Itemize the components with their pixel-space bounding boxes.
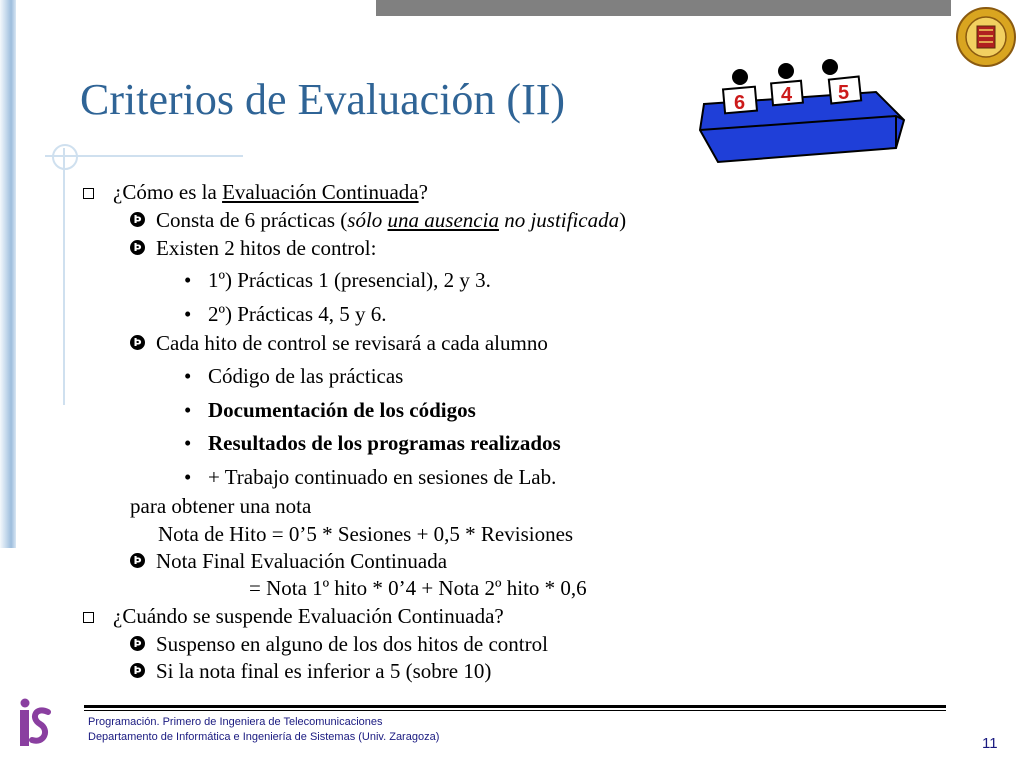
sub-bullet-codigo: • Código de las prácticas: [184, 364, 404, 388]
sub-bullet-hito-1: • 1º) Prácticas 1 (presencial), 2 y 3.: [184, 268, 491, 292]
answer-item-revision: Þ Cada hito de control se revisará a cada alumno: [156, 331, 548, 355]
answer-item-hitos: Þ Existen 2 hitos de control:: [156, 236, 376, 260]
footer-divider-thin: [84, 710, 946, 711]
answer-item-nota-inferior: Þ Si la nota final es inferior a 5 (sobre 10): [156, 659, 491, 683]
footer-course-text: Programación. Primero de Ingeniera de Telecomunicaciones: [88, 716, 383, 728]
question-item-2: ¿Cuándo se suspende Evaluación Continuada?: [113, 604, 504, 628]
formula-nota-hito: Nota de Hito = 0’5 * Sesiones + 0,5 * Revisiones: [158, 522, 574, 546]
left-decorative-bar: [0, 0, 16, 548]
answer-item-practicas: Þ Consta de 6 prácticas (sólo una ausencia no justificada): [156, 208, 626, 232]
continuation-text: para obtener una nota: [130, 494, 312, 518]
judges-clipart: [696, 56, 908, 164]
sub-bullet-hito-2: • 2º) Prácticas 4, 5 y 6.: [184, 302, 387, 326]
score-card-3: 5: [838, 82, 850, 104]
question-item-1: ¿Cómo es la Evaluación Continuada?: [113, 180, 428, 204]
arrow-bullet-icon: Þ: [130, 240, 145, 255]
footer-department-text: Departamento de Informática e Ingeniería de Sistemas (Univ. Zaragoza): [88, 731, 440, 743]
university-seal-logo: [955, 4, 1017, 70]
evaluacion-continuada-text: Evaluación Continuada: [222, 180, 419, 204]
arrow-bullet-icon: Þ: [130, 553, 145, 568]
department-is-logo: [18, 698, 52, 750]
decorative-circle: [52, 144, 78, 170]
page-number: 11: [982, 735, 998, 752]
sub-bullet-trabajo: • + Trabajo continuado en sesiones de Lab.: [184, 465, 557, 489]
dot-bullet-icon: •: [184, 302, 192, 326]
answer-item-suspenso: Þ Suspenso en alguno de los dos hitos de control: [156, 632, 548, 656]
score-card-2: 4: [781, 84, 793, 106]
arrow-bullet-icon: Þ: [130, 212, 145, 227]
footer-divider-thick: [84, 705, 946, 708]
score-card-1: 6: [734, 92, 746, 114]
dot-bullet-icon: •: [184, 268, 192, 292]
dot-bullet-icon: •: [184, 398, 192, 422]
arrow-bullet-icon: Þ: [130, 663, 145, 678]
dot-bullet-icon: •: [184, 364, 192, 388]
answer-item-nota-final: Þ Nota Final Evaluación Continuada: [156, 549, 447, 573]
sub-bullet-resultados: • Resultados de los programas realizados: [184, 431, 561, 455]
arrow-bullet-icon: Þ: [130, 335, 145, 350]
dot-bullet-icon: •: [184, 465, 192, 489]
top-decorative-bar: [376, 0, 951, 16]
dot-bullet-icon: •: [184, 431, 192, 455]
formula-nota-final: = Nota 1º hito * 0’4 + Nota 2º hito * 0,6: [249, 576, 587, 600]
decorative-vertical-line: [63, 148, 65, 405]
arrow-bullet-icon: Þ: [130, 636, 145, 651]
slide-title: Criterios de Evaluación (II): [80, 75, 566, 124]
square-bullet-icon: [83, 188, 94, 199]
square-bullet-icon: [83, 612, 94, 623]
sub-bullet-documentacion: • Documentación de los códigos: [184, 398, 476, 422]
